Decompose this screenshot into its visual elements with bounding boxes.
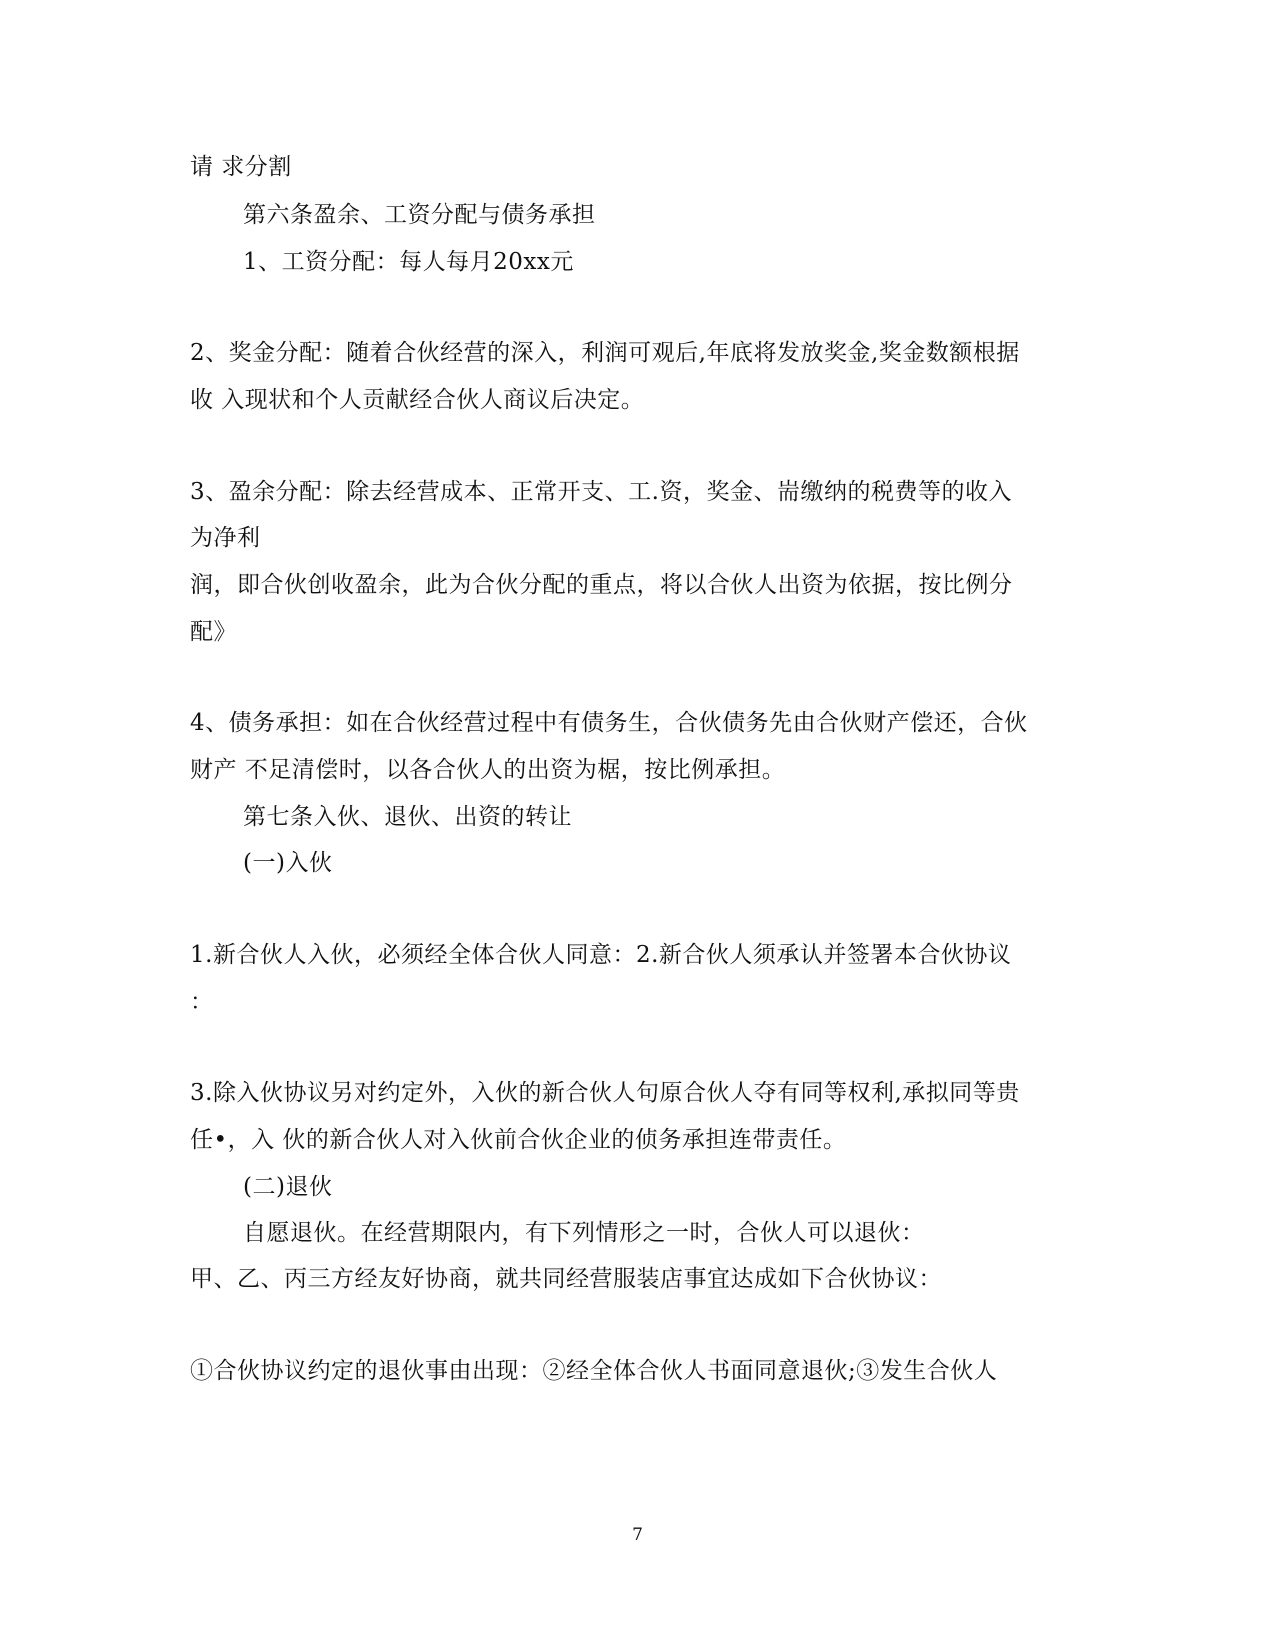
text-line: 请 求分割 <box>190 154 292 180</box>
section-heading: 第七条入伙、退伙、出资的转让 <box>243 804 572 830</box>
subsection-heading: (一)入伙 <box>243 850 333 876</box>
text-line: 3、盈余分配：除去经营成本、正常开支、工.资，奖金、耑缴纳的税费等的收入 <box>190 479 1012 505</box>
text-line: 1.新合伙人入伙，必须经全体合伙人同意：2.新合伙人须承认并签署本合伙协议 <box>190 942 1012 968</box>
text-line: 2、奖金分配：随着合伙经营的深入，利润可观后,年底将发放奖金,奖金数额根据 <box>190 340 1020 366</box>
text-line: 润，即合伙创收盈余，此为合伙分配的重点，将以合伙人出资为依据，按比例分 <box>190 572 1013 598</box>
subsection-heading: (二)退伙 <box>243 1174 333 1200</box>
text-line: 配》 <box>190 619 237 645</box>
text-line: 4、债务承担：如在合伙经营过程中有债务生，合伙债务先由合伙财产偿还，合伙 <box>190 710 1028 736</box>
section-heading: 第六条盈余、工资分配与债务承担 <box>243 202 596 228</box>
text-line: ①合伙协议约定的退伙事由出现：②经全体合伙人书面同意退伙;③发生合伙人 <box>190 1358 998 1384</box>
text-line: 为净利 <box>190 525 261 551</box>
text-line: 收 入现状和个人贡献经合伙人商议后决定。 <box>190 387 645 413</box>
text-line: 自愿退伙。在经营期限内，有下列情形之一时，合伙人可以退伙： <box>243 1220 925 1246</box>
text-line: 财产 不足清偿时，以各合伙人的出资为椐，按比例承担。 <box>190 757 786 783</box>
text-line: 甲、乙、丙三方经友好协商，就共同经营服装店事宜达成如下合伙协议： <box>190 1266 942 1292</box>
page-number: 7 <box>632 1525 643 1545</box>
text-line: 3.除入伙协议另对约定外，入伙的新合伙人句原合伙人夺有同等权利,承拟同等贵 <box>190 1080 1020 1106</box>
text-line: ： <box>190 989 214 1015</box>
text-line: 任•，入 伙的新合伙人对入伙前合伙企业的侦务承担连带责任。 <box>190 1127 847 1153</box>
text-line: 1、工资分配：每人每月20xx元 <box>243 249 574 275</box>
